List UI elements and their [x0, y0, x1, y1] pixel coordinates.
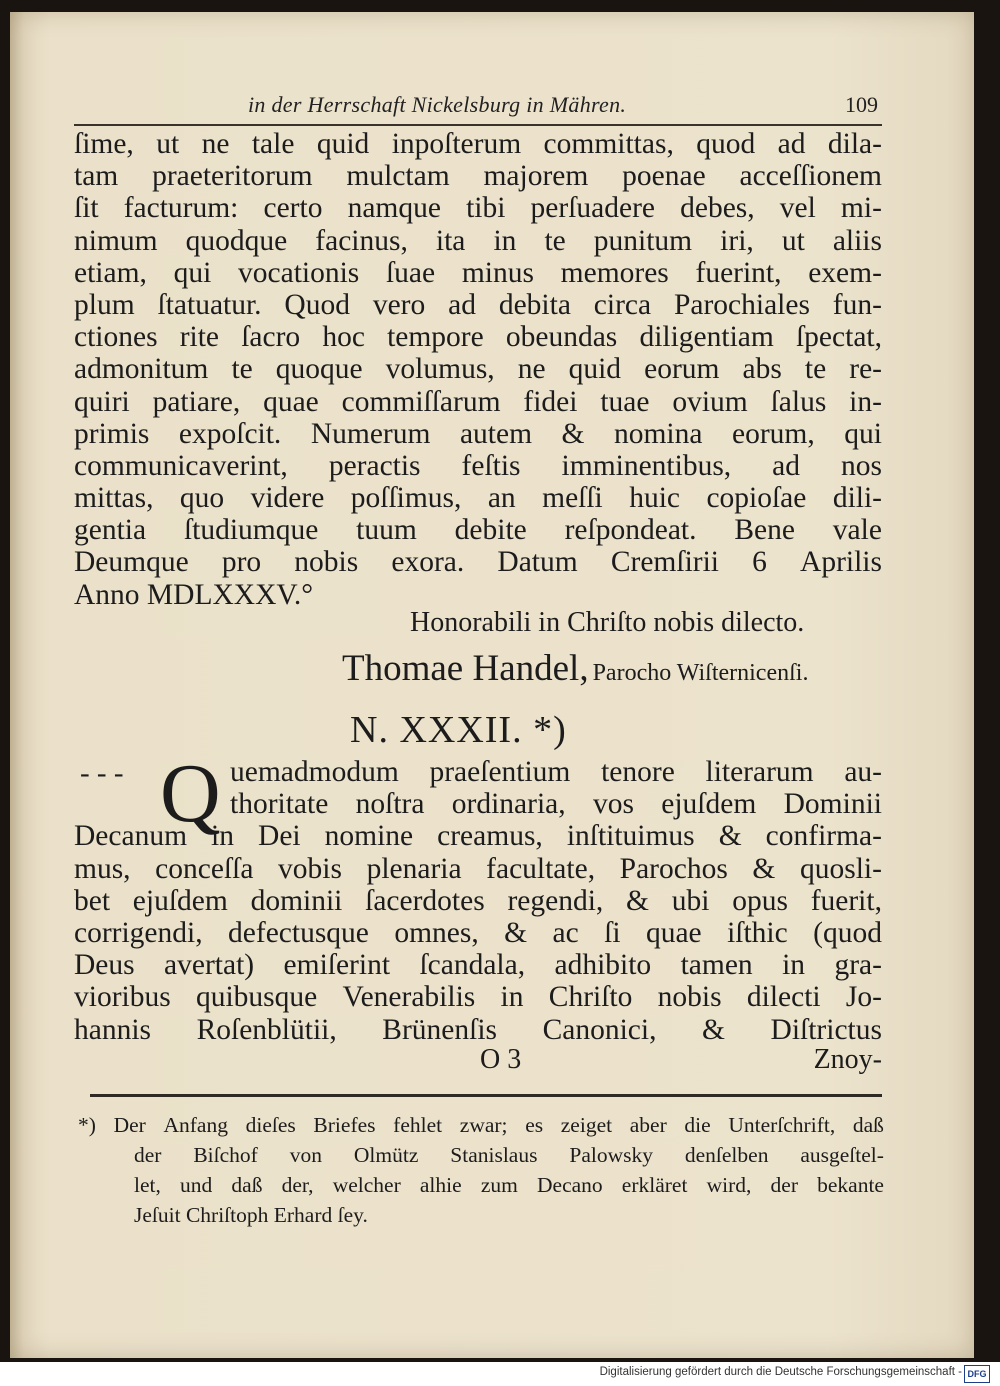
text-line: Anno MDLXXXV.°: [74, 578, 314, 611]
text-line: Decanum in Dei nomine creamus, inſtituimus & confirma-: [74, 820, 882, 853]
footnote-line: Jeſuit Chriſtoph Erhard ſey.: [134, 1203, 368, 1227]
footnote-line: der Biſchof von Olmütz Stanislaus Palowsky denſelben ausgeſtel-: [134, 1143, 884, 1167]
second-letter-text: [74, 756, 882, 1046]
signature-mark: O 3: [480, 1044, 522, 1075]
text-line: communicaverint, peractis feſtis imminentibus, ad nos: [74, 449, 882, 482]
text-line: ctiones rite ſacro hoc tempore obeundas diligentiam ſpectat,: [74, 321, 882, 354]
document-heading: N. XXXII. *): [350, 709, 567, 751]
text-line: primis expoſcit. Numerum autem & nomina eorum, qui: [74, 417, 882, 450]
text-line: vioribus quibusque Venerabilis in Chriſto nobis dilecti Jo-: [74, 981, 882, 1014]
text-line: ſit facturum: certo namque tibi perſuadere debes, vel mi-: [74, 192, 882, 225]
addressee: [342, 647, 808, 690]
text-line: admonitum te quoque volumus, ne quid eorum abs te re-: [74, 353, 882, 386]
lacuna-mark: - - -: [80, 757, 124, 789]
text-line: uemadmodum praeſentium tenore literarum au-: [230, 756, 882, 788]
addressee-title: Parocho Wiſternicenſi.: [592, 660, 809, 686]
dfg-logo-icon: DFG: [964, 1365, 990, 1383]
footnote-line: let, und daß der, welcher alhie zum Decano erkläret wird, der bekante: [134, 1173, 884, 1197]
credit-bar: [0, 1362, 1000, 1386]
text-line: Deus avertat) emiſerint ſcandala, adhibito tamen in gra-: [74, 949, 882, 982]
addressee-name: Thomae Handel,: [342, 648, 589, 689]
text-line: bet ejuſdem dominii ſacerdotes regendi, & ubi opus fuerit,: [74, 884, 882, 917]
text-line: mittas, quo videre poſſimus, an meſſi huic copioſae dili-: [74, 482, 882, 515]
text-line: Deumque pro nobis exora. Datum Cremſirii 6 Aprilis: [74, 546, 882, 579]
running-head-title: in der Herrschaft Nickelsburg in Mähren.: [248, 92, 627, 117]
letter-text: [74, 128, 882, 611]
footnote-line: *) Der Anfang dieſes Briefes fehlet zwar; es zeiget aber die Unterſchrift, daß: [78, 1113, 884, 1137]
header-rule: [74, 124, 882, 126]
text-line: hannis Roſenblütii, Brünenſis Canonici, & Diſtrictus: [74, 1013, 882, 1046]
text-line: gentia ſtudiumque tuum debite reſpondeat. Bene vale: [74, 514, 882, 547]
text-line: etiam, qui vocationis ſuae minus memores fuerint, exem-: [74, 256, 882, 289]
footnote-rule: [90, 1094, 882, 1097]
text-line: thoritate noſtra ordinaria, vos ejuſdem Dominii: [230, 788, 882, 821]
text-line: quiri patiare, quae commiſſarum fidei tuae ovium ſalus in-: [74, 385, 882, 418]
closing-salutation: Honorabili in Chriſto nobis dilecto.: [410, 607, 805, 638]
text-line: tam praeteritorum mulctam majorem poenae acceſſionem: [74, 160, 882, 193]
footnote: [78, 1110, 884, 1230]
funding-credit: Digitalisierung gefördert durch die Deutsche Forschungsgemeinschaft -: [599, 1366, 962, 1378]
drop-cap: Q: [160, 747, 221, 840]
text-line: ſime, ut ne tale quid inpoſterum committas, quod ad dila-: [74, 128, 882, 160]
text-line: corrigendi, defectusque omnes, & ac ſi quae iſthic (quod: [74, 916, 882, 949]
text-line: plum ſtatuatur. Quod vero ad debita circa Parochiales fun-: [74, 288, 882, 321]
text-line: nimum quodque facinus, ita in te punitum iri, ut aliis: [74, 224, 882, 257]
running-head: [248, 92, 878, 120]
page-number: 109: [845, 92, 878, 117]
catchword: Znoy-: [813, 1044, 882, 1075]
signature-row: [74, 1044, 882, 1078]
text-line: mus, conceſſa vobis plenaria facultate, Parochos & quosli-: [74, 852, 882, 885]
